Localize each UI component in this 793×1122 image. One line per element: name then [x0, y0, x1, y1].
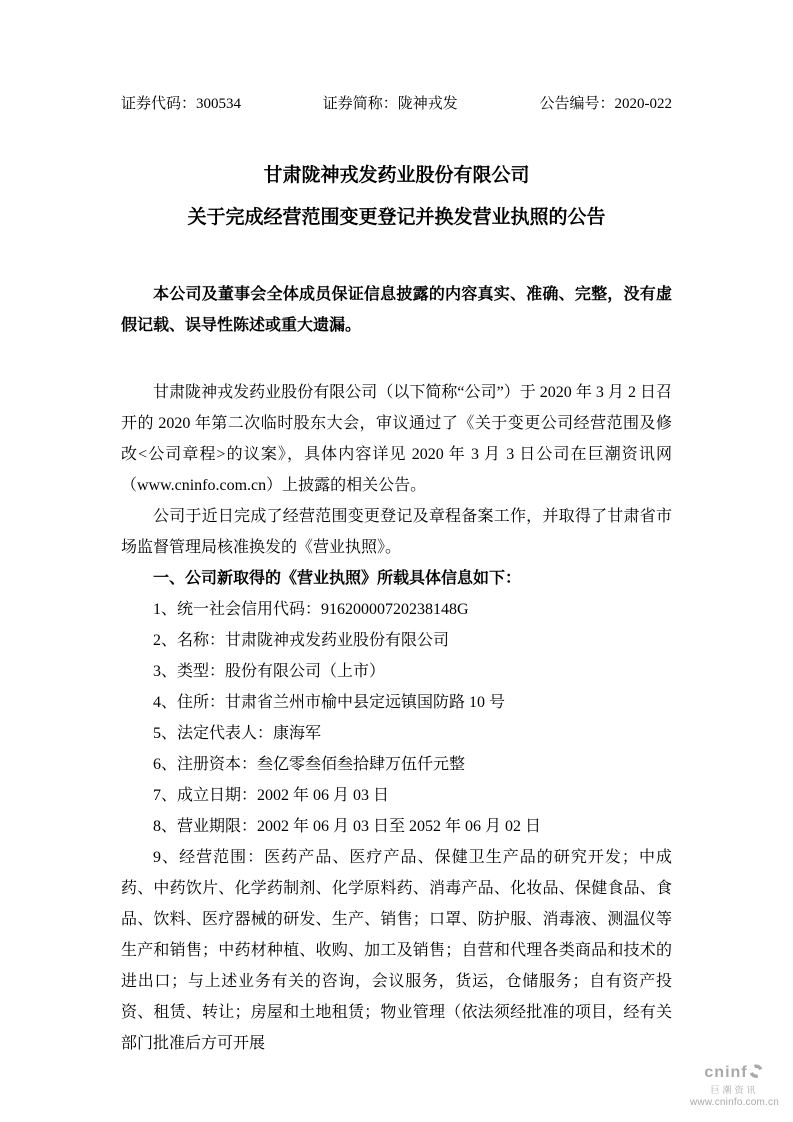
announcement-number: 公告编号：2020-022: [539, 96, 672, 112]
license-item-credit-code: 1、统一社会信用代码：91620000720238148G: [153, 601, 469, 618]
license-item-company-name: 2、名称：甘肃陇神戎发药业股份有限公司: [153, 632, 450, 649]
license-item-founding-date: 7、成立日期：2002 年 06 月 03 日: [153, 787, 390, 804]
license-item-address: 4、住所：甘肃省兰州市榆中县定远镇国防路 10 号: [153, 694, 506, 711]
cninfo-logo: [704, 1063, 764, 1084]
section-heading-license-info: 一、公司新取得的《营业执照》所载具体信息如下：: [153, 570, 522, 587]
cninfo-swirl-icon: [745, 1061, 767, 1087]
license-item-business-term: 8、营业期限：2002 年 06 月 03 日至 2052 年 06 月 02 日: [153, 818, 542, 835]
license-item-registered-capital: 6、注册资本：叁亿零叁佰叁拾肆万伍仟元整: [153, 756, 466, 773]
cninfo-logo-text: cninf: [704, 1064, 748, 1082]
paragraph-shareholder-meeting: 甘肃陇神戎发药业股份有限公司（以下简称“公司”）于 2020 年 3 月 2 日召开的 2020 年第二次临时股东大会，审议通过了《关于变更公司经营范围及修改<公司章程>的议案》，具体内容详见 2020 年 3 月 3 日公司在巨潮资讯网（www.cninfo.com.cn）上披露的相关公告。: [121, 384, 672, 494]
cninfo-url: www.cninfo.com.cn: [690, 1096, 779, 1108]
paragraph-registration-completed: 公司于近日完成了经营范围变更登记及章程备案工作，并取得了甘肃省市场监督管理局核准换发的《营业执照》。: [121, 508, 672, 556]
stock-code: 证券代码：300534: [121, 96, 242, 112]
document-header: [121, 95, 672, 113]
company-title: 甘肃陇神戎发药业股份有限公司: [263, 165, 530, 186]
cninfo-chinese-name: 巨潮资讯: [710, 1085, 759, 1096]
disclaimer-paragraph: 本公司及董事会全体成员保证信息披露的内容真实、准确、完整，没有虚假记载、误导性陈述或重大遗漏。: [121, 286, 672, 334]
stock-abbr: 证券简称：陇神戎发: [322, 96, 458, 112]
document-content: [121, 95, 672, 1059]
license-item-company-type: 3、类型：股份有限公司（上市）: [153, 663, 386, 680]
announcement-title: 关于完成经营范围变更登记并换发营业执照的公告: [187, 207, 606, 228]
license-item-legal-representative: 5、法定代表人：康海军: [153, 725, 322, 742]
cninfo-watermark: [690, 1063, 779, 1108]
license-item-business-scope: 9、经营范围：医药产品、医疗产品、保健卫生产品的研究开发；中成药、中药饮片、化学药制剂、化学原料药、消毒产品、化妆品、保健食品、食品、饮料、医疗器械的研发、生产、销售；口罩、防护服、消毒液、测温仪等生产和销售；中药材种植、收购、加工及销售；自营和代理各类商品和技术的进出口；与上述业务有关的咨询，会议服务，货运，仓储服务；自有资产投资、租赁、转让；房屋和土地租赁；物业管理（依法须经批准的项目，经有关部门批准后方可开展: [121, 849, 672, 1052]
